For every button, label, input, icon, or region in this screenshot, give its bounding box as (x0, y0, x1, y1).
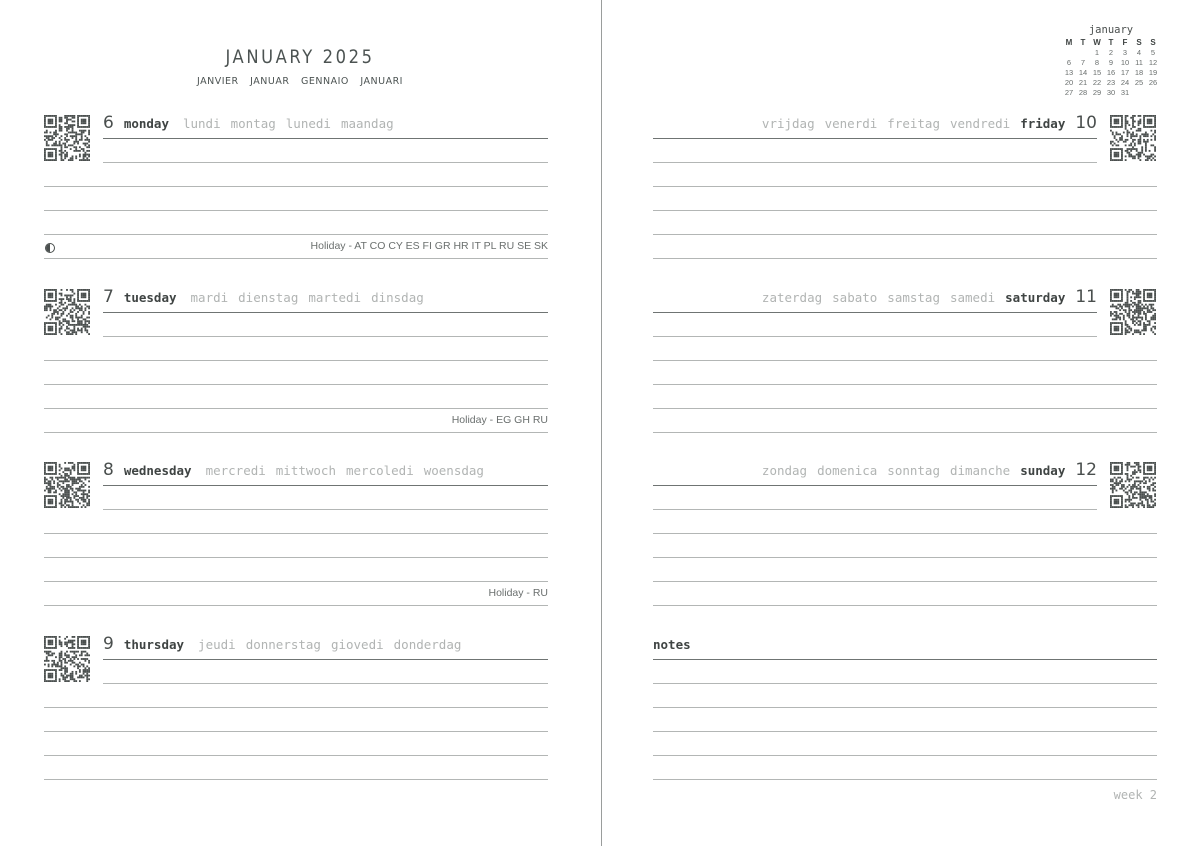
qr-code-icon (44, 462, 90, 508)
mini-calendar-weekday: F (1122, 38, 1128, 47)
ruled-line (653, 360, 1157, 361)
ruled-line (653, 557, 1157, 558)
day-name-translation: samstag (887, 290, 940, 305)
day-name-translation: maandag (340, 116, 394, 131)
day-number: 9 (103, 634, 114, 654)
day-name-translation: domenica (817, 463, 878, 478)
ruled-line (653, 312, 1097, 313)
day-name-translations (191, 290, 434, 305)
mini-calendar-day: 2 (1108, 48, 1114, 57)
qr-code-icon (44, 636, 90, 682)
ruled-line (653, 779, 1157, 780)
ruled-line (653, 731, 1157, 732)
day-number: 11 (1075, 287, 1097, 307)
ruled-line (653, 533, 1157, 534)
qr-code-icon (44, 289, 90, 335)
day-name: wednesday (123, 463, 192, 478)
day-number: 7 (103, 287, 114, 307)
day-number: 10 (1075, 113, 1097, 133)
ruled-line (653, 432, 1157, 433)
day-name-translation: mercredi (205, 463, 266, 478)
page-title: JANUARY 2025 (225, 46, 375, 68)
day-name-translations (752, 290, 995, 305)
mini-calendar-day: 29 (1092, 88, 1102, 97)
holiday-note: Holiday - RU (488, 587, 548, 599)
ruled-line (44, 234, 548, 235)
month-translation: JANVIER (196, 76, 239, 87)
ruled-line (653, 755, 1157, 756)
ruled-line (103, 138, 548, 139)
day-name: sunday (1020, 463, 1066, 478)
mini-calendar-day: 6 (1066, 58, 1072, 67)
day-name-translations (198, 637, 471, 652)
ruled-line (44, 755, 548, 756)
mini-calendar-day: 4 (1136, 48, 1142, 57)
day-number: 6 (103, 113, 114, 133)
mini-calendar-weekday: T (1080, 38, 1086, 47)
mini-calendar-day: 11 (1135, 58, 1143, 67)
ruled-line (44, 186, 548, 187)
day-name-translation: martedi (308, 290, 362, 305)
month-translation: JANUAR (250, 76, 290, 87)
day-name-translation: montag (230, 116, 276, 131)
day-name-translation: dinsdag (371, 290, 424, 305)
ruled-line (653, 186, 1157, 187)
holiday-note: Holiday - AT CO CY ES FI GR HR IT PL RU SE SK (310, 240, 548, 252)
mini-calendar-day: 30 (1106, 88, 1116, 97)
ruled-line (44, 533, 548, 534)
qr-code-icon (1110, 289, 1156, 335)
mini-calendar-day: 20 (1064, 78, 1074, 87)
mini-calendar-day (1076, 48, 1090, 58)
ruled-line (103, 162, 548, 163)
ruled-line (653, 408, 1157, 409)
mini-calendar-day: 17 (1120, 68, 1130, 77)
mini-calendar-day: 22 (1092, 78, 1102, 87)
qr-code-icon (44, 115, 90, 161)
ruled-line (653, 659, 1157, 660)
day-header (653, 460, 1097, 480)
day-header (653, 287, 1097, 307)
ruled-line (44, 384, 548, 385)
mini-calendar-day: 23 (1106, 78, 1116, 87)
day-name-translations (206, 463, 494, 478)
ruled-line (44, 605, 548, 606)
day-name-translations (752, 116, 1010, 131)
ruled-line (653, 336, 1097, 337)
day-name-translation: giovedi (330, 637, 384, 652)
mini-calendar (1062, 24, 1160, 98)
mini-calendar-grid (1062, 38, 1160, 98)
day-name-translation: dienstag (238, 290, 299, 305)
day-name: tuesday (123, 290, 177, 305)
ruled-line (44, 258, 548, 259)
ruled-line (653, 384, 1157, 385)
day-number: 8 (103, 460, 114, 480)
mini-calendar-day (1062, 48, 1076, 58)
mini-calendar-day: 27 (1064, 88, 1074, 97)
month-translation: JANUARI (360, 76, 403, 87)
mini-calendar-day: 28 (1078, 88, 1088, 97)
day-name-translation: mercoledi (346, 463, 414, 478)
ruled-line (653, 162, 1097, 163)
week-number: week 2 (1113, 788, 1157, 802)
day-name-translation: sabato (832, 290, 878, 305)
mini-calendar-day: 5 (1150, 48, 1156, 57)
day-name: thursday (123, 637, 185, 652)
ruled-line (653, 234, 1157, 235)
ruled-line (653, 258, 1157, 259)
day-name-translation: dimanche (949, 463, 1011, 478)
day-name-translation: mardi (190, 290, 229, 305)
day-name-translation: woensdag (423, 463, 484, 478)
holiday-note: Holiday - EG GH RU (451, 414, 548, 426)
mini-calendar-day: 25 (1134, 78, 1144, 87)
ruled-line (44, 408, 548, 409)
page-gutter (601, 0, 602, 846)
day-header (103, 634, 471, 654)
day-name-translation: lunedi (285, 116, 331, 131)
mini-calendar-day: 1 (1094, 48, 1100, 57)
ruled-line (103, 336, 548, 337)
day-name-translation: sonntag (887, 463, 940, 478)
ruled-line (103, 659, 548, 660)
day-header (103, 113, 404, 133)
ruled-line (44, 432, 548, 433)
mini-calendar-day: 9 (1108, 58, 1114, 67)
day-name-translation: mittwoch (275, 463, 336, 478)
ruled-line (653, 581, 1157, 582)
mini-calendar-weekday: S (1150, 38, 1156, 47)
mini-calendar-title: january (1088, 24, 1134, 36)
ruled-line (653, 683, 1157, 684)
day-number: 12 (1075, 460, 1097, 480)
day-name: saturday (1005, 290, 1066, 305)
day-name-translation: jeudi (198, 637, 236, 652)
mini-calendar-day: 16 (1106, 68, 1116, 77)
day-name-translation: freitag (887, 116, 940, 131)
mini-calendar-day: 7 (1080, 58, 1086, 67)
ruled-line (653, 605, 1157, 606)
day-name-translation: zaterdag (761, 290, 823, 305)
mini-calendar-day (1132, 88, 1146, 98)
ruled-line (653, 509, 1097, 510)
ruled-line (44, 731, 548, 732)
day-name: monday (123, 116, 169, 131)
mini-calendar-day: 13 (1064, 68, 1074, 77)
ruled-line (44, 210, 548, 211)
day-name-translation: venerdi (824, 116, 878, 131)
mini-calendar-day: 18 (1134, 68, 1144, 77)
mini-calendar-day: 19 (1148, 68, 1158, 77)
mini-calendar-day: 8 (1094, 58, 1100, 67)
ruled-line (653, 485, 1097, 486)
ruled-line (103, 312, 548, 313)
mini-calendar-day: 24 (1120, 78, 1130, 87)
mini-calendar-day: 26 (1148, 78, 1158, 87)
ruled-line (103, 509, 548, 510)
day-name-translation: vrijdag (761, 116, 815, 131)
ruled-line (653, 707, 1157, 708)
ruled-line (44, 779, 548, 780)
day-name-translation: zondag (761, 463, 808, 478)
ruled-line (44, 707, 548, 708)
day-header (103, 287, 434, 307)
mini-calendar-day: 3 (1122, 48, 1128, 57)
day-name-translation: donderdag (393, 637, 462, 652)
qr-code-icon (1110, 115, 1156, 161)
mini-calendar-weekday: W (1093, 38, 1101, 47)
mini-calendar-day: 12 (1148, 58, 1158, 67)
day-header (103, 460, 494, 480)
ruled-line (44, 360, 548, 361)
day-name-translations (183, 116, 404, 131)
mini-calendar-weekday: T (1108, 38, 1114, 47)
ruled-line (103, 485, 548, 486)
ruled-line (103, 683, 548, 684)
day-name: friday (1020, 116, 1066, 131)
mini-calendar-day (1146, 88, 1160, 98)
notes-heading: notes (653, 637, 691, 652)
day-name-translation: samedi (949, 290, 996, 305)
mini-calendar-weekday: M (1065, 38, 1073, 47)
mini-calendar-day: 21 (1078, 78, 1088, 87)
day-name-translation: lundi (182, 116, 221, 131)
day-header (653, 113, 1097, 133)
day-name-translation: donnerstag (245, 637, 321, 652)
mini-calendar-weekday: S (1136, 38, 1142, 47)
mini-calendar-day: 15 (1092, 68, 1102, 77)
mini-calendar-day: 14 (1078, 68, 1088, 77)
day-name-translations (752, 463, 1010, 478)
month-translations (150, 76, 450, 87)
month-translation: GENNAIO (301, 76, 349, 87)
ruled-line (653, 210, 1157, 211)
ruled-line (653, 138, 1097, 139)
ruled-line (44, 557, 548, 558)
first-quarter-moon-icon (45, 243, 55, 253)
mini-calendar-day: 10 (1120, 58, 1130, 67)
day-name-translation: vendredi (949, 116, 1011, 131)
ruled-line (44, 581, 548, 582)
qr-code-icon (1110, 462, 1156, 508)
mini-calendar-day: 31 (1120, 88, 1130, 97)
